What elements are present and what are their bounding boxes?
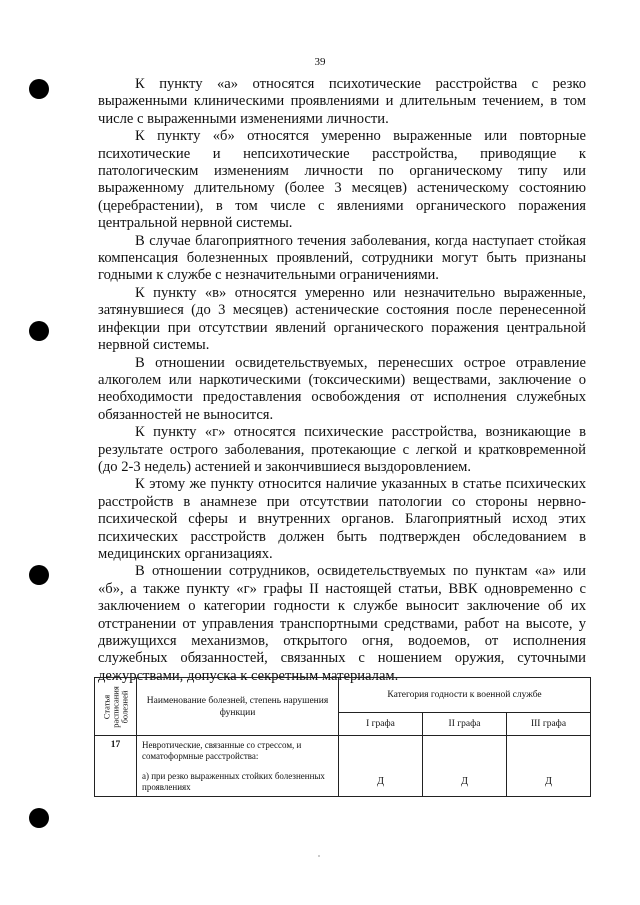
header-disease-name: Наименование болезней, степень нарушения функции: [137, 678, 339, 736]
paragraph: В отношении сотрудников, освидетельствуемых по пунктам «а» или «б», а также пункту «г» графы II настоящей статьи, ВВК одновременно с заключением о категории годности к службе выносит заключение об их отстранении от управления транспортными средствами, работ на высоте, у движущихся механизмов, открытого огня, водоемов, от исполнения служебных обязанностей, связанных с ношением оружия, суточными дежурствами, допуска к секретным материалам.: [98, 563, 586, 684]
row-description: [137, 736, 339, 797]
row-title: Невротические, связанные со стрессом, и соматоформные расстройства:: [142, 740, 302, 761]
paragraph: К пункту «в» относятся умеренно или незначительно выраженные, затянувшиеся (до 3 месяцев) астенические состояния после перенесенной инфекции при отсутствии явлений органического поражения центральной нервной системы.: [98, 284, 586, 354]
punch-hole: [29, 321, 49, 341]
row-article-number: 17: [95, 736, 137, 797]
paragraph: В отношении освидетельствуемых, перенесших острое отравление алкоголем или наркотическими (токсическими) веществами, заключение о необходимости предоставления освобождения от исполнения служебных обязанностей не выносится.: [98, 354, 586, 423]
header-category: Категория годности к военной службе: [339, 678, 591, 713]
paragraph: К пункту «б» относятся умеренно выраженные или повторные психотические и непсихотические расстройства, приводящие к патологическим изменениям личности по органическому типу или выраженному длительному (более 3 месяцев) астеническому состоянию (церебрастении), в том числе с явлениями органического поражения центральной нервной системы.: [98, 128, 586, 232]
paragraph: В случае благоприятного течения заболевания, когда наступает стойкая компенсация болезненных проявлений, сотрудники могут быть признаны годными к службе с незначительными ограничениями.: [98, 232, 586, 284]
page-number: 39: [314, 56, 326, 68]
header-article: [95, 678, 137, 736]
header-graph-2: II графа: [423, 713, 507, 736]
table-row: [95, 736, 591, 797]
paragraph: К пункту «а» относятся психотические расстройства с резко выраженными клиническими проявлениями и длительным течением, в том числе с выраженными изменениями личности.: [98, 76, 586, 127]
paragraph: К пункту «г» относятся психические расстройства, возникающие в результате острого заболевания, протекающие с легкой и кратковременной (до 2-3 недель) астенией и закончившиеся выздоровлением.: [98, 424, 586, 475]
header-graph-3: III графа: [507, 713, 591, 736]
row-graph-1-value: Д: [339, 736, 423, 797]
row-graph-3-value: Д: [507, 736, 591, 797]
header-graph-1: I графа: [339, 713, 423, 736]
disease-schedule-table: [94, 677, 591, 797]
punch-hole: [29, 565, 49, 585]
row-item: а) при резко выраженных стойких болезненных проявлениях: [142, 771, 325, 792]
scan-speck: [318, 855, 320, 857]
punch-hole: [29, 808, 49, 828]
row-graph-2-value: Д: [423, 736, 507, 797]
table-header-row: [95, 678, 591, 713]
body-text: [98, 76, 586, 685]
punch-hole: [29, 79, 49, 99]
header-article-label: Статья расписания болезней: [101, 685, 129, 728]
paragraph: К этому же пункту относится наличие указанных в статье психических расстройств в анамнезе при отсутствии патологии со стороны нервно-психической сферы и внутренних органов. Благоприятный исход этих психических расстройств должен быть подтвержден обследованием в медицинских организациях.: [98, 476, 586, 562]
